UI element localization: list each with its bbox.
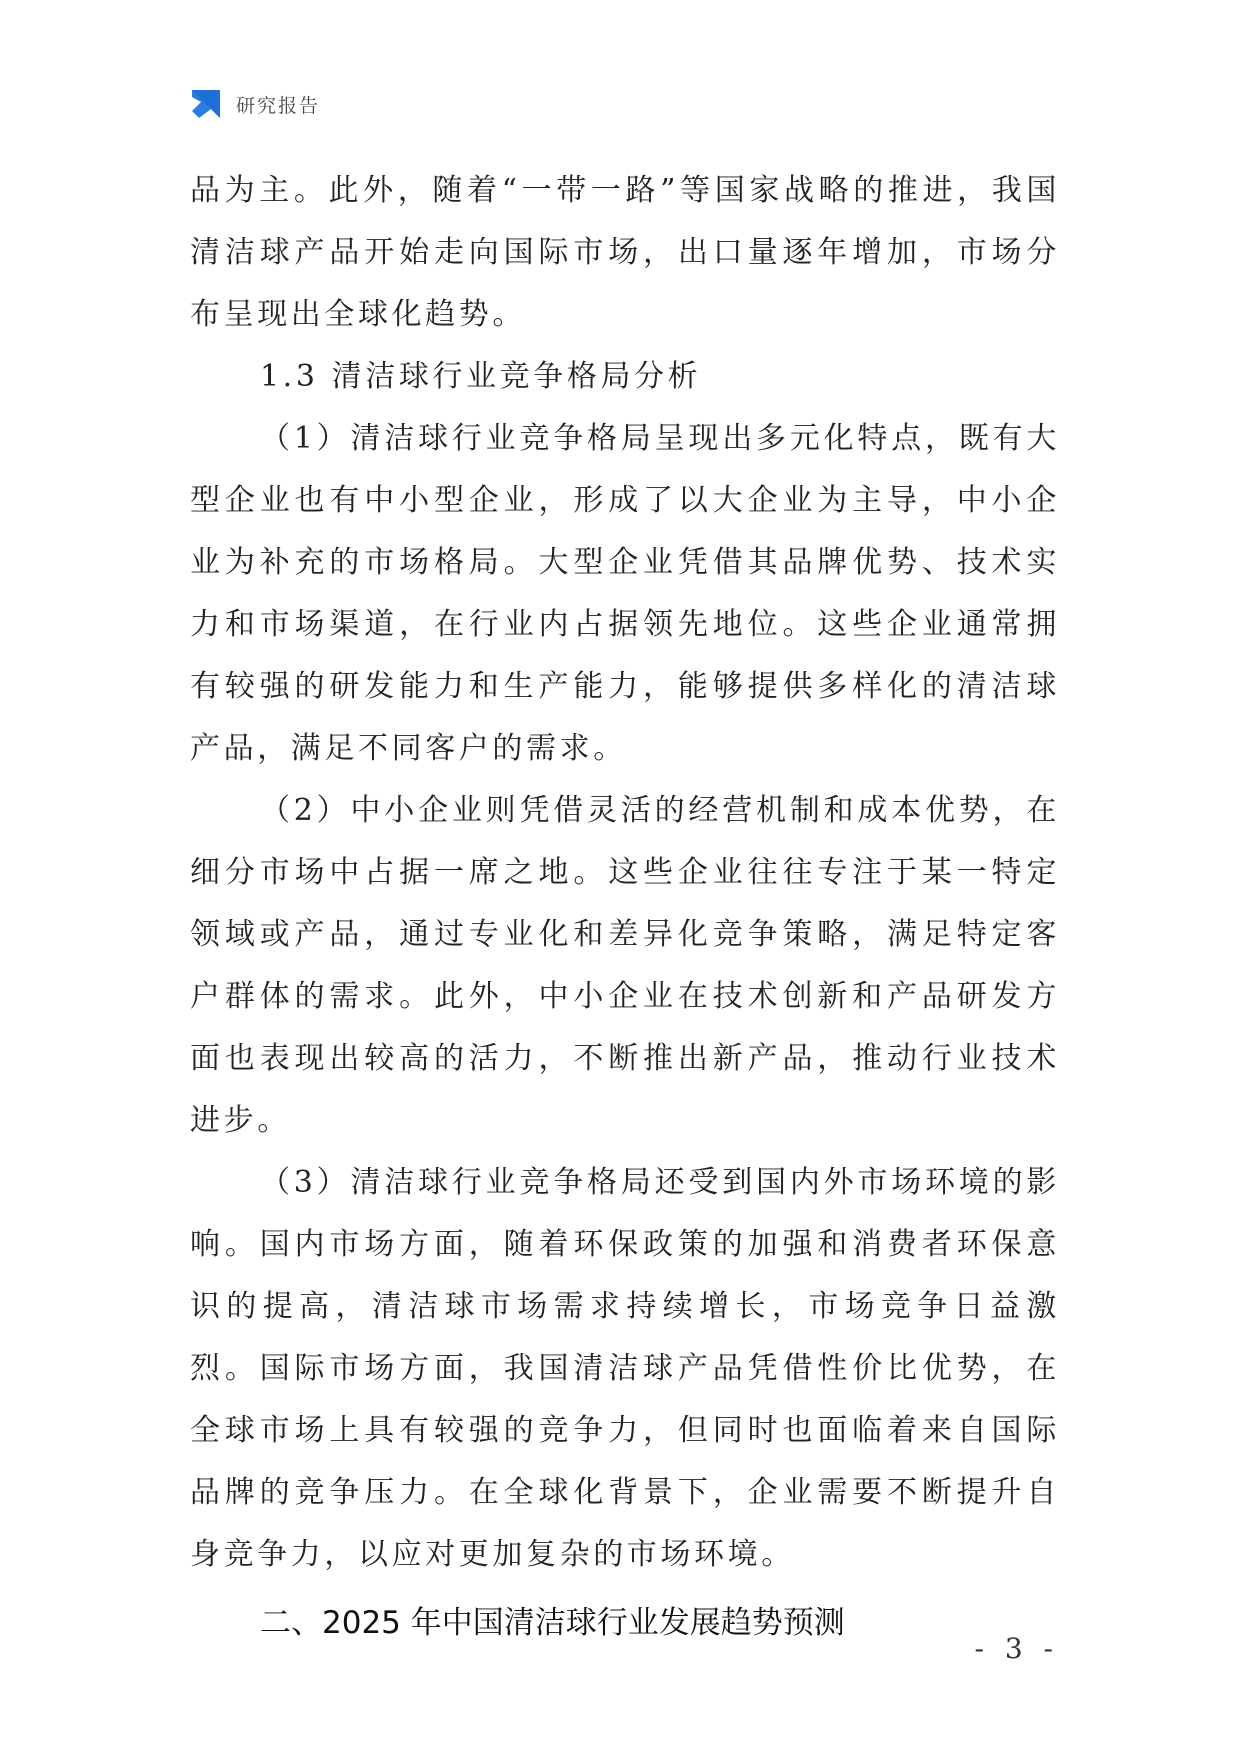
chapter-heading-2: 二、2025 年中国清洁球行业发展趋势预测 [260,1605,845,1641]
header-title: 研究报告 [236,94,321,117]
paragraph-continuation: 品为主。此外，随着“一带一路”等国家战略的推进，我国清洁球产品开始走向国际市场，出口量逐年增加，市场分布呈现出全球化趋势。 [190,173,1060,332]
page-header [190,88,320,120]
paragraph-point-1: （1）清洁球行业竞争格局呈现出多元化特点，既有大型企业也有中小型企业，形成了以大企业为主导，中小企业为补充的市场格局。大型企业凭借其品牌优势、技术实力和市场渠道，在行业内占据领先地位。这些企业通常拥有较强的研发能力和生产能力，能够提供多样化的清洁球产品，满足不同客户的需求。 [190,421,1060,766]
paragraph-point-3: （3）清洁球行业竞争格局还受到国内外市场环境的影响。国内市场方面，随着环保政策的加强和消费者环保意识的提高，清洁球市场需求持续增长，市场竞争日益激烈。国际市场方面，我国清洁球产品凭借性价比优势，在全球市场上具有较强的竞争力，但同时也面临着来自国际品牌的竞争压力。在全球化背景下，企业需要不断提升自身竞争力，以应对更加复杂的市场环境。 [190,1165,1060,1572]
report-logo-icon [190,88,222,120]
document-body [190,160,1060,1654]
paragraph-point-2: （2）中小企业则凭借灵活的经营机制和成本优势，在细分市场中占据一席之地。这些企业往往专注于某一特定领域或产品，通过专业化和差异化竞争策略，满足特定客户群体的需求。此外，中小企业在技术创新和产品研发方面也表现出较高的活力，不断推出新产品，推动行业技术进步。 [190,793,1060,1138]
section-heading-1-3: 1.3 清洁球行业竞争格局分析 [260,359,702,394]
page-number: - 3 - [974,1632,1059,1665]
